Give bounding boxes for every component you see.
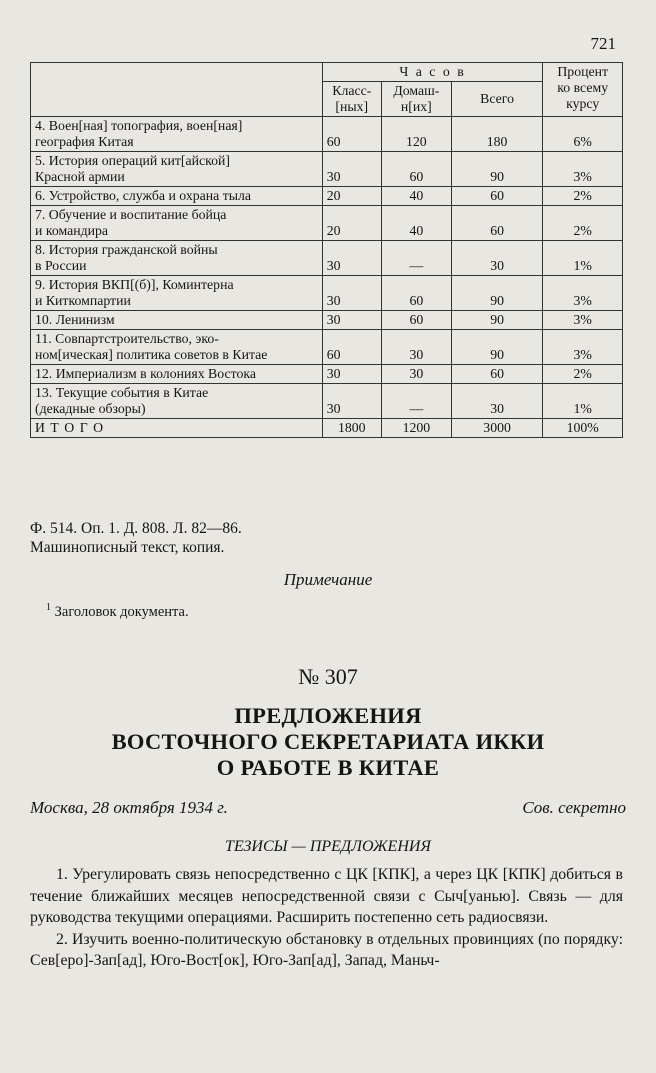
percent-cell: 3%: [543, 152, 623, 187]
table-row: [31, 384, 623, 419]
home-hours-cell: 120: [381, 117, 451, 152]
table-row: [31, 330, 623, 365]
document-title: ПРЕДЛОЖЕНИЯ ВОСТОЧНОГО СЕКРЕТАРИАТА ИККИ О РАБОТЕ В КИТАЕ: [111, 703, 545, 780]
footnote: [46, 602, 189, 621]
document-number: № 307: [298, 664, 358, 689]
subject-cell: 10. Ленинизм: [31, 311, 323, 330]
total-hours-cell: 60: [451, 187, 543, 206]
subject-cell: 6. Устройство, служба и охрана тыла: [31, 187, 323, 206]
total-hours-cell: 90: [451, 330, 543, 365]
total-row: [31, 419, 623, 438]
subject-cell: 8. История гражданской войны в России: [31, 241, 323, 276]
percent-cell: 2%: [543, 206, 623, 241]
hours-table: [30, 62, 623, 438]
total-all: 3000: [451, 419, 543, 438]
classroom-hours-cell: 30: [322, 365, 381, 384]
subject-cell: 12. Империализм в колониях Востока: [31, 365, 323, 384]
percent-cell: 2%: [543, 187, 623, 206]
header-home: Домаш- н[их]: [381, 82, 451, 117]
header-blank: [31, 63, 323, 117]
percent-cell: 1%: [543, 241, 623, 276]
header-total: Всего: [451, 82, 543, 117]
percent-cell: 3%: [543, 276, 623, 311]
total-hours-cell: 30: [451, 384, 543, 419]
total-hours-cell: 30: [451, 241, 543, 276]
table-row: [31, 117, 623, 152]
table-row: [31, 187, 623, 206]
total-percent: 100%: [543, 419, 623, 438]
note-heading: Примечание: [283, 570, 373, 589]
total-classroom: 1800: [322, 419, 381, 438]
total-hours-cell: 90: [451, 152, 543, 187]
classroom-hours-cell: 20: [322, 206, 381, 241]
classroom-hours-cell: 60: [322, 330, 381, 365]
home-hours-cell: 60: [381, 276, 451, 311]
footnote-mark: 1: [46, 602, 51, 613]
percent-cell: 3%: [543, 330, 623, 365]
home-hours-cell: 40: [381, 187, 451, 206]
table-row: [31, 152, 623, 187]
total-hours-cell: 180: [451, 117, 543, 152]
body-text: [30, 864, 623, 972]
home-hours-cell: 30: [381, 330, 451, 365]
percent-cell: 3%: [543, 311, 623, 330]
percent-cell: 6%: [543, 117, 623, 152]
classification-mark: Сов. секретно: [522, 798, 626, 817]
classroom-hours-cell: 30: [322, 241, 381, 276]
classroom-hours-cell: 30: [322, 276, 381, 311]
subject-cell: 11. Совпартстроительство, эко- ном[ическая] политика советов в Китае: [31, 330, 323, 365]
classroom-hours-cell: 30: [322, 152, 381, 187]
place-date: Москва, 28 октября 1934 г.: [30, 798, 228, 817]
subject-cell: 9. История ВКП[(б)], Коминтерна и Киткомпартии: [31, 276, 323, 311]
classroom-hours-cell: 60: [322, 117, 381, 152]
home-hours-cell: —: [381, 241, 451, 276]
table-body: [31, 117, 623, 438]
table-row: [31, 365, 623, 384]
subject-cell: 5. История операций кит[айской] Красной армии: [31, 152, 323, 187]
table-row: [31, 241, 623, 276]
home-hours-cell: 60: [381, 311, 451, 330]
classroom-hours-cell: 20: [322, 187, 381, 206]
total-home: 1200: [381, 419, 451, 438]
footnote-text: Заголовок документа.: [54, 603, 189, 620]
total-hours-cell: 90: [451, 276, 543, 311]
percent-cell: 2%: [543, 365, 623, 384]
table-row: [31, 206, 623, 241]
home-hours-cell: 40: [381, 206, 451, 241]
home-hours-cell: 60: [381, 152, 451, 187]
archive-reference: Ф. 514. Оп. 1. Д. 808. Л. 82—86. Машинописный текст, копия.: [30, 520, 242, 556]
paragraph: 1. Урегулировать связь непосредственно с ЦК [КПК], а через ЦК [КПК] добиться в течение ближайших месяцев непосредственной связи с Сыч[уанью]. Связь — для руководства текущими операциями. Расширить постепенно сеть радиосвязи.: [30, 866, 623, 926]
subject-cell: 13. Текущие события в Китае (декадные обзоры): [31, 384, 323, 419]
total-hours-cell: 60: [451, 206, 543, 241]
total-hours-cell: 90: [451, 311, 543, 330]
subject-cell: 7. Обучение и воспитание бойца и командира: [31, 206, 323, 241]
total-label: И Т О Г О: [31, 419, 323, 438]
header-percent: Процент ко всему курсу: [543, 63, 623, 117]
header-hours: Ч а с о в: [322, 63, 543, 82]
classroom-hours-cell: 30: [322, 311, 381, 330]
home-hours-cell: 30: [381, 365, 451, 384]
section-subtitle: ТЕЗИСЫ — ПРЕДЛОЖЕНИЯ: [225, 838, 431, 855]
home-hours-cell: —: [381, 384, 451, 419]
percent-cell: 1%: [543, 384, 623, 419]
table-row: [31, 276, 623, 311]
paragraph: 2. Изучить военно-политическую обстановку в отдельных провинциях (по порядку: Сев[еро]-Зап[ад], Юго-Вост[ок], Юго-Зап[ад], Запад, Маньч-: [30, 930, 623, 969]
subject-cell: 4. Воен[ная] топография, воен[ная] география Китая: [31, 117, 323, 152]
classroom-hours-cell: 30: [322, 384, 381, 419]
page-number: 721: [590, 34, 616, 53]
total-hours-cell: 60: [451, 365, 543, 384]
table-row: [31, 311, 623, 330]
header-classroom: Класс- [ных]: [322, 82, 381, 117]
